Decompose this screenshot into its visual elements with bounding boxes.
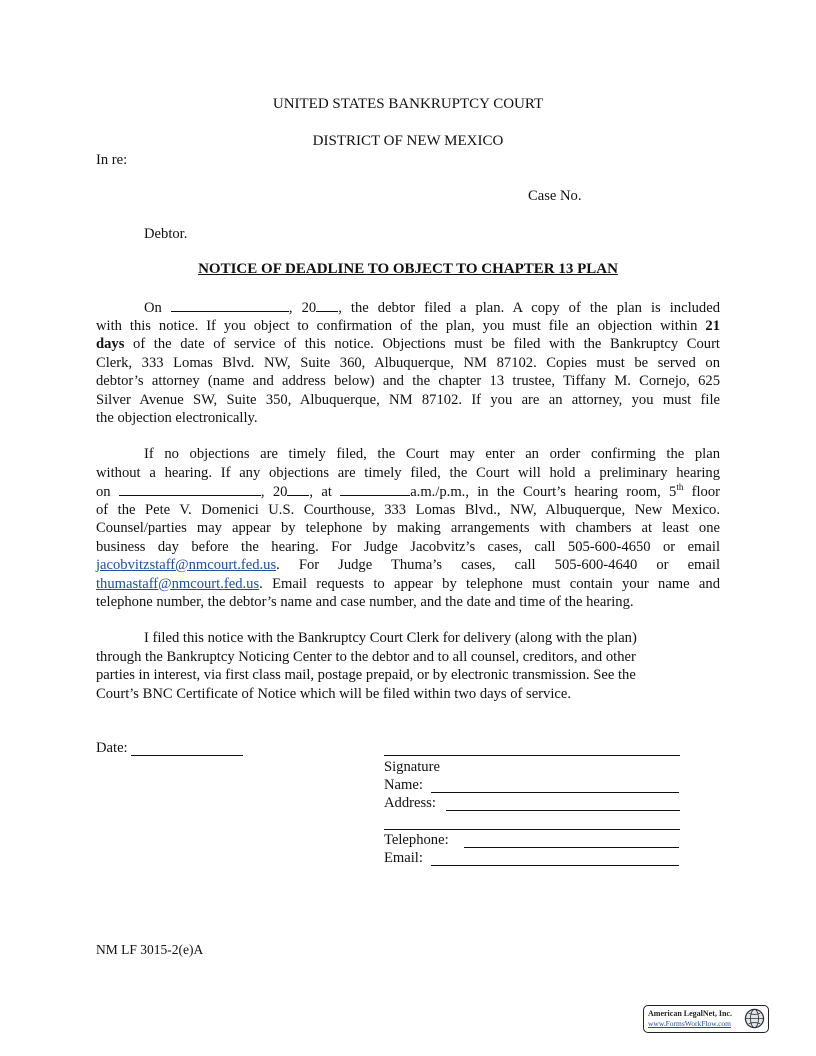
email-link-jacobvitz[interactable]: jacobvitzstaff@nmcourt.fed.us [96, 557, 277, 573]
legalnet-logo[interactable] [643, 1005, 769, 1033]
debtor-label: Debtor. [144, 226, 188, 242]
para3-line2: through the Bankruptcy Noticing Center to the debtor and to all counsel, creditors, and other [96, 648, 636, 665]
para1-line1: On , 20 , the debtor filed a plan. A copy of the plan is included [144, 300, 720, 316]
case-number-label: Case No. [528, 188, 582, 204]
paragraph-filing [96, 298, 720, 428]
address-line-1[interactable] [446, 810, 680, 811]
paragraph-certificate [96, 629, 720, 703]
form-number: NM LF 3015-2(e)A [96, 942, 204, 957]
plan-filed-date-blank[interactable] [171, 298, 289, 312]
plan-filed-year-blank[interactable] [316, 298, 338, 312]
para1-line2: with this notice. If you object to confirmation of the plan, you must file an objection within 21 [96, 317, 720, 334]
paragraph-hearing [96, 445, 720, 612]
para1-line4: Clerk, 333 Lomas Blvd. NW, Suite 360, Albuquerque, NM 87102. Copies must be served on [96, 354, 720, 371]
address-line-2[interactable] [384, 829, 680, 830]
para3-line4: Court’s BNC Certificate of Notice which will be filed within two days of service. [96, 685, 572, 702]
para1-line6: Silver Avenue SW, Suite 350, Albuquerque, NM 87102. If you are an attorney, you must file [96, 391, 720, 408]
date-line[interactable] [131, 755, 243, 756]
court-name: UNITED STATES BANKRUPTCY COURT [272, 96, 544, 112]
email-link-thuma[interactable]: thumastaff@nmcourt.fed.us [96, 575, 260, 592]
para2-line3: on , 20 , at a.m./p.m., in the Court’s hearing room, 5th floor [96, 482, 720, 500]
para1-line5: debtor’s attorney (name and address below) and the chapter 13 trustee, Tiffany M. Cornejo, 625 [96, 373, 720, 389]
para2-line2: without a hearing. If any objections are timely filed, the Court will hold a preliminary hearing [96, 464, 720, 481]
para2-line4: of the Pete V. Domenici U.S. Courthouse, 333 Lomas Blvd., NW, Albuquerque, New Mexico. [96, 501, 720, 518]
signature-label: Signature [384, 759, 440, 775]
para3-line3: parties in interest, via first class mail, postage prepaid, or by electronic transmission. See the [96, 667, 636, 683]
date-label: Date: [96, 740, 128, 756]
logo-website-link[interactable]: www.FormsWorkFlow.com [648, 1019, 732, 1028]
telephone-line[interactable] [464, 847, 679, 848]
globe-icon [744, 1008, 765, 1029]
email-label: Email: [384, 850, 423, 866]
para1-line3: days of the date of service of this notice. Objections must be filed with the Bankruptcy Court [96, 336, 720, 352]
in-re-label: In re: [96, 152, 128, 168]
para2-line9: telephone number, the debtor’s name and case number, and the date and time of the hearing. [96, 594, 634, 610]
name-line[interactable] [431, 792, 679, 793]
hearing-time-blank[interactable] [340, 482, 410, 496]
signature-line[interactable] [384, 755, 680, 756]
court-district: DISTRICT OF NEW MEXICO [312, 133, 504, 149]
notice-title: NOTICE OF DEADLINE TO OBJECT TO CHAPTER 13 PLAN [198, 261, 618, 277]
hearing-date-blank[interactable] [119, 482, 261, 496]
para2-line7: jacobvitzstaff@nmcourt.fed.us. For Judge Thuma’s cases, call 505-600-4640 or email [96, 557, 720, 573]
telephone-label: Telephone: [384, 832, 449, 848]
email-line[interactable] [431, 865, 679, 866]
logo-company-name: American LegalNet, Inc. [648, 1009, 732, 1018]
para2-line8: thumastaff@nmcourt.fed.us. Email requests to appear by telephone must contain your name and [96, 575, 720, 592]
para1-line7: the objection electronically. [96, 410, 258, 426]
para3-line1: I filed this notice with the Bankruptcy Court Clerk for delivery (along with the plan) [144, 630, 637, 646]
para2-line1: If no objections are timely filed, the Court may enter an order confirming the plan [144, 446, 720, 462]
name-label: Name: [384, 777, 423, 793]
para2-line5: Counsel/parties may appear by telephone by making arrangements with chambers at least one [96, 520, 720, 536]
address-label: Address: [384, 795, 436, 811]
para2-line6: business day before the hearing. For Judge Jacobvitz’s cases, call 505-600-4650 or email [96, 538, 720, 555]
hearing-year-blank[interactable] [287, 482, 309, 496]
